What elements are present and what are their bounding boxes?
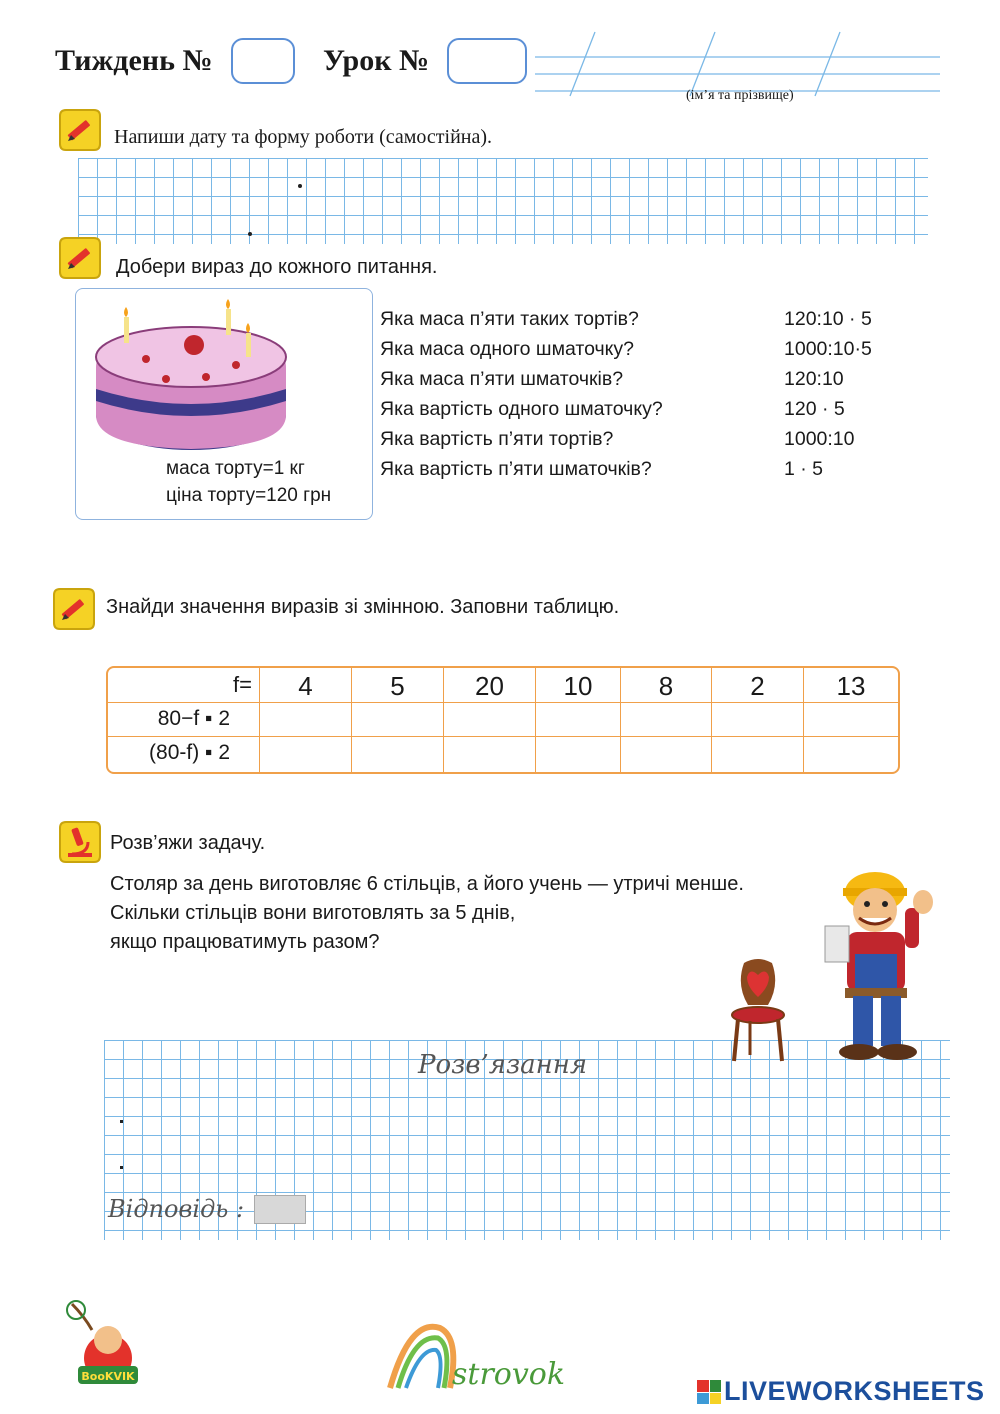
ostrovok-text: strovok: [452, 1357, 566, 1392]
values-table: [106, 666, 900, 774]
f-value-cell: 8: [658, 671, 674, 701]
cake-mass-label: маса торту=1 кг: [166, 458, 305, 479]
question-item[interactable]: Яка вартість п’яти шматочків?: [380, 458, 652, 480]
liveworksheets-brand[interactable]: LIVEWORKSHEETS: [724, 1376, 985, 1406]
answer-input[interactable]: [254, 1195, 306, 1224]
expression-item[interactable]: 1000:10·5: [784, 338, 872, 360]
grid-dot: [120, 1166, 123, 1169]
lesson-label: Урок №: [323, 44, 430, 77]
grid-dot: [298, 184, 302, 188]
expression-item[interactable]: 1000:10: [784, 428, 855, 450]
problem-line-1: Столяр за день виготовляє 6 стільців, а його учень — утричі менше.: [110, 873, 744, 895]
icon-tile: [710, 1380, 722, 1392]
question-item[interactable]: Яка вартість п’яти тортів?: [380, 428, 614, 450]
liveworksheets-icon: [697, 1380, 721, 1404]
row-label-text: f=: [233, 672, 252, 697]
expression-item[interactable]: 120:10: [784, 368, 844, 390]
ostrovok-logo: [380, 1308, 600, 1398]
grid-dot: [120, 1120, 123, 1123]
expression-item[interactable]: 1 · 5: [784, 458, 824, 480]
lesson-number-input[interactable]: [447, 38, 527, 84]
expression-item[interactable]: 120:10 · 5: [784, 308, 872, 330]
row-label-expr2: [108, 736, 258, 770]
question-item[interactable]: Яка вартість одного шматочку?: [380, 398, 663, 420]
grid-dot: [248, 232, 252, 236]
row-label-expr1: [108, 702, 258, 736]
date-writing-grid[interactable]: [78, 158, 928, 244]
pencil-icon: [58, 236, 102, 280]
problem-line-3: якщо працюватимуть разом?: [110, 931, 380, 953]
f-value-cell: 10: [563, 671, 593, 701]
task4-instruction: Розв’яжи задачу.: [110, 832, 266, 854]
bookvik-logo: [64, 1300, 154, 1390]
task3-instruction: Знайди значення виразів зі змінною. Заповни таблицю.: [106, 596, 620, 618]
icon-tile: [697, 1380, 709, 1392]
carpenter-icon: [805, 858, 940, 1068]
question-item[interactable]: Яка маса п’яти шматочків?: [380, 368, 624, 390]
problem-line-2: Скільки стільців вони виготовлять за 5 днів,: [110, 902, 516, 924]
question-item[interactable]: Яка маса п’яти таких тортів?: [380, 308, 639, 330]
week-label: Тиждень №: [55, 44, 213, 77]
task1-instruction: Напиши дату та форму роботи (самостійна).: [114, 126, 493, 148]
cake-price-label: ціна торту=120 грн: [166, 485, 332, 506]
icon-tile: [697, 1393, 709, 1405]
name-caption: (ім’я та прізвище): [686, 88, 794, 103]
answer-row-2[interactable]: [260, 737, 898, 770]
f-value-cell: 5: [390, 671, 405, 701]
microscope-icon: [58, 820, 102, 864]
f-value-cell: 13: [836, 671, 866, 701]
row-label-text: (80-f) ▪ 2: [149, 741, 230, 764]
row-label-f: [108, 668, 258, 702]
chair-icon: [728, 955, 788, 1065]
question-item[interactable]: Яка маса одного шматочку?: [380, 338, 635, 360]
row-label-text: 80−f ▪ 2: [157, 707, 230, 730]
pencil-icon: [58, 108, 102, 152]
task2-instruction: Добери вираз до кожного питання.: [116, 256, 438, 278]
f-value-cell: 20: [475, 671, 504, 701]
pencil-icon: [52, 587, 96, 631]
f-value-cell: 4: [298, 671, 313, 701]
week-number-input[interactable]: [231, 38, 295, 84]
cake-icon: [86, 297, 296, 467]
bookvik-text: BooKVIK: [81, 1370, 135, 1383]
solution-label: Розв’язання: [418, 1050, 588, 1080]
cake-box: [75, 288, 373, 520]
f-value-cell: 2: [750, 671, 765, 701]
icon-tile: [710, 1393, 722, 1405]
answer-row-1[interactable]: [260, 703, 898, 736]
expression-item[interactable]: 120 · 5: [784, 398, 845, 420]
answer-label: Відповідь :: [108, 1195, 245, 1223]
